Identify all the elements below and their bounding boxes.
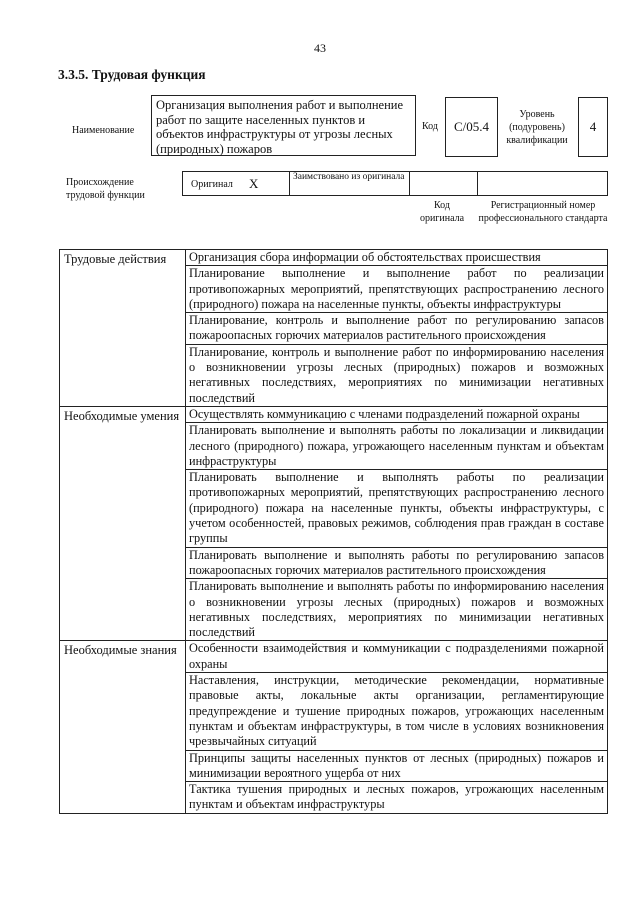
list-item: Планировать выполнение и выполнять работы по регулированию запасов пожароопасных горючих материалов растительного происхождения (186, 548, 607, 580)
borrowed-label: Заимствовано из оригинала (293, 172, 405, 182)
list-item: Планировать выполнение и выполнять работы по информированию населения о возникновении угрозы лесных (природных) пожаров и возможных негативных последствиях, мероприятиях по минимизации негативных последствий (189, 579, 604, 640)
list-item: Принципы защиты населенных пунктов от лесных (природных) пожаров и минимизации вероятного ущерба от них (186, 751, 607, 783)
section-label: Трудовые действия (60, 250, 186, 407)
page-number: 43 (314, 41, 326, 55)
name-value: Организация выполнения работ и выполнение работ по защите населенных пунктов и объектов инфраструктуры от угрозы лесных (природных) пожаров (151, 95, 416, 156)
section-label: Необходимые умения (60, 406, 186, 640)
section-row (60, 250, 608, 407)
code-value: C/05.4 (445, 97, 498, 157)
original-label: Оригинал (191, 179, 233, 190)
list-item: Осуществлять коммуникацию с членами подразделений пожарной охраны (186, 407, 607, 423)
original-mark: X (249, 176, 259, 191)
list-item: Наставления, инструкции, методические рекомендации, нормативные правовые акты, локальные акты организации, регламентирующие предупреждение и тушение природных пожаров, угрожающих населенным пунктам и объектам инфраструктуры, в том числе в условиях возникновения чрезвычайных ситуаций (186, 673, 607, 750)
list-item: Планирование, контроль и выполнение работ по регулированию запасов пожароопасных горючих материалов растительного происхождения (186, 313, 607, 345)
reg-number-label: Регистрационный номер профессионального стандарта (478, 200, 608, 224)
section-row (60, 406, 608, 640)
code-label: Код (422, 121, 438, 132)
list-item: Особенности взаимодействия и коммуникации с подразделениями пожарной охраны (186, 641, 607, 673)
section-items (186, 250, 608, 407)
origin-row (182, 171, 608, 196)
list-item: Планировать выполнение и выполнять работы по реализации противопожарных мероприятий, препятствующих распространению лесного (природного) пожара на населенные пункты, объекты инфраструктуры, с учетом особенностей, правовых режимов, соблюдения прав граждан в составе группы (186, 470, 607, 547)
code-original-label: Код оригинала (419, 200, 465, 224)
list-item: Планирование выполнение и выполнение работ по реализации противопожарных мероприятий, препятствующих распространению лесного (природного) пожара на населенные пункты, объекты инфраструктуры (186, 266, 607, 313)
level-value: 4 (578, 97, 608, 157)
section-items (186, 406, 608, 640)
list-item: Организация сбора информации об обстоятельствах происшествия (186, 250, 607, 266)
origin-label: Происхождение трудовой функции (66, 177, 145, 201)
list-item: Планировать выполнение и выполнять работы по локализации и ликвидации лесного (природного) пожара, угрожающего населенным пунктам и объектам инфраструктуры (186, 423, 607, 470)
name-label: Наименование (72, 125, 135, 136)
list-item: Тактика тушения природных и лесных пожаров, угрожающих населенным пунктам и объектам инфраструктуры (189, 782, 604, 812)
level-label: Уровень (подуровень) квалификации (506, 109, 568, 146)
function-table (59, 249, 608, 814)
section-items (186, 641, 608, 813)
section-row (60, 641, 608, 813)
section-label: Необходимые знания (60, 641, 186, 813)
section-title: 3.3.5. Трудовая функция (58, 67, 206, 82)
list-item: Планирование, контроль и выполнение работ по информированию населения о возникновении угрозы лесных (природных) пожаров и возможных негативных последствиях, мероприятиях по минимизации негативных последствий (189, 344, 604, 405)
